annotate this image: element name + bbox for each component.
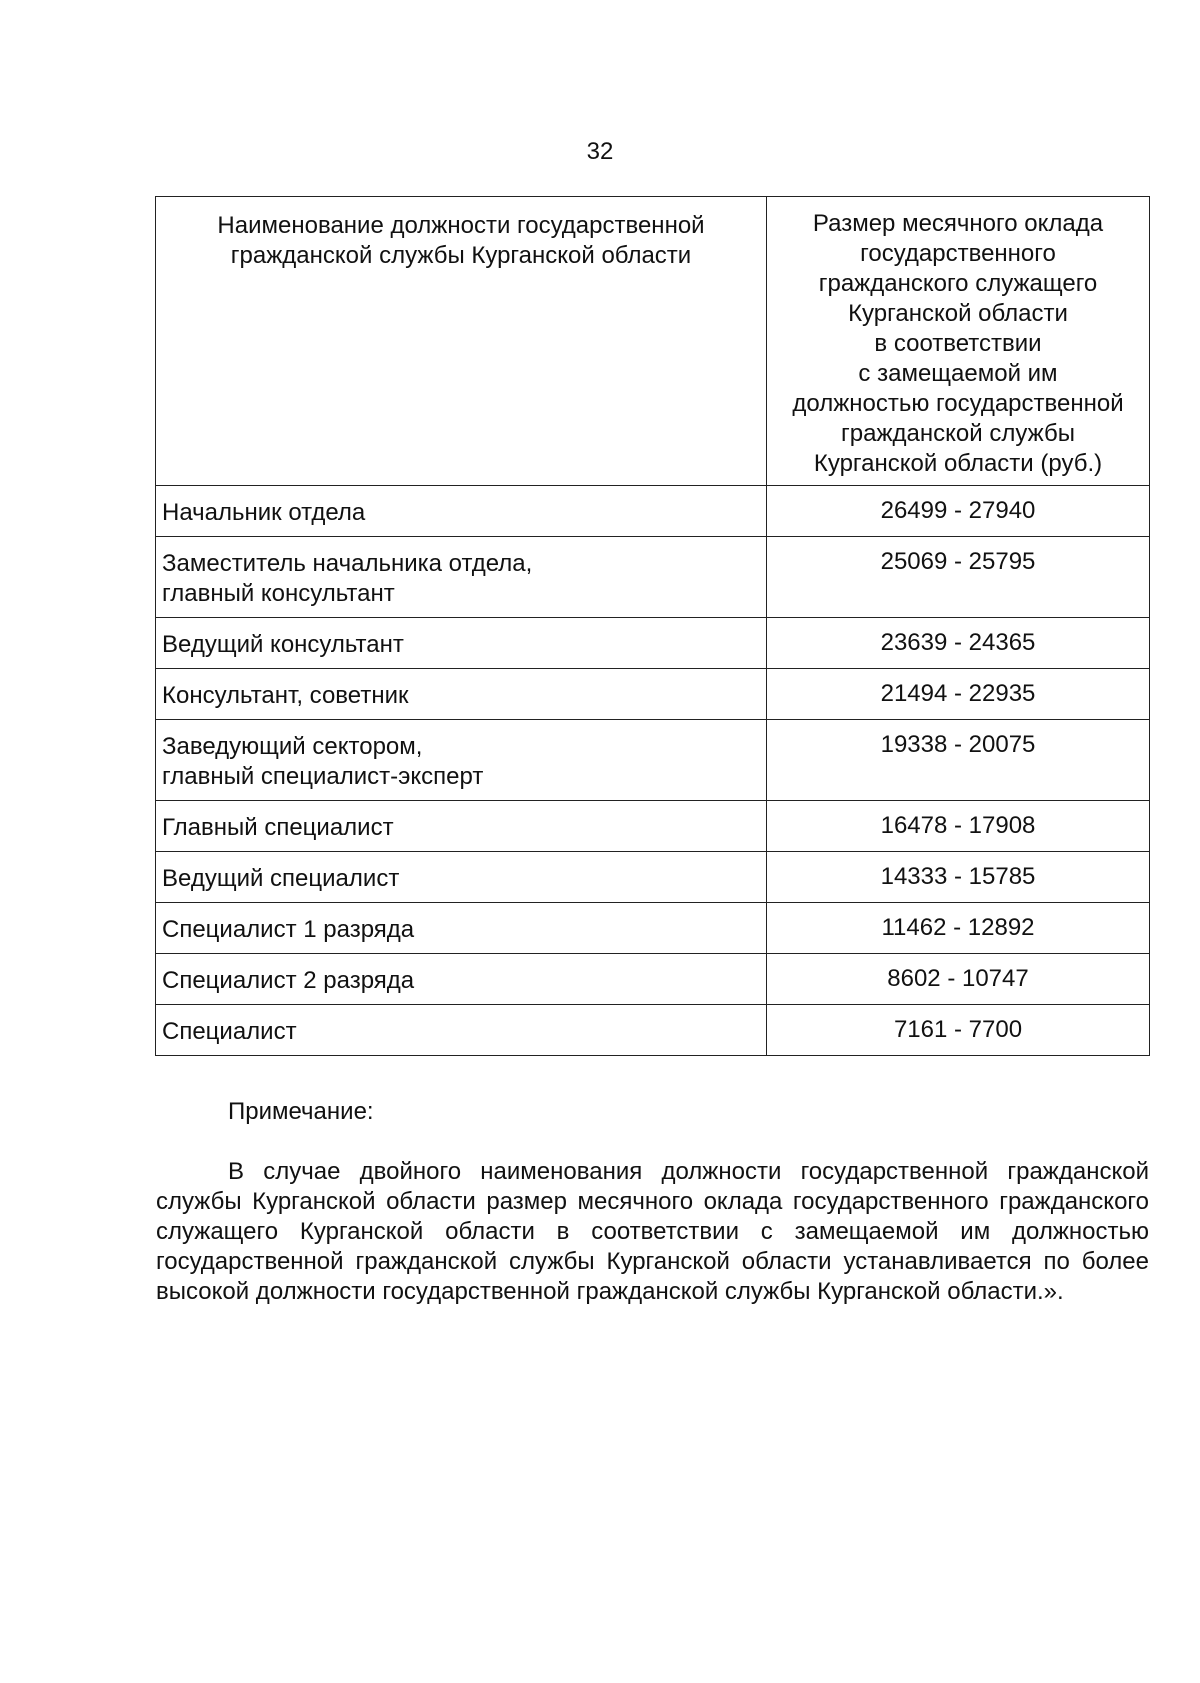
table-row [156, 903, 1150, 954]
salary-cell: 16478 - 17908 [767, 801, 1150, 852]
position-line: Главный специалист [162, 814, 394, 841]
header-salary-line: в соответствии [874, 330, 1042, 357]
note-label: Примечание: [228, 1098, 374, 1125]
page-number: 32 [586, 138, 614, 165]
table-row [156, 801, 1150, 852]
table-header-row [156, 197, 1150, 486]
header-salary-line: Размер месячного оклада [812, 210, 1104, 237]
position-cell [156, 852, 767, 903]
table-row [156, 486, 1150, 537]
position-line: Ведущий консультант [162, 631, 404, 658]
salary-cell: 25069 - 25795 [767, 537, 1150, 618]
position-line: главный консультант [162, 580, 395, 607]
position-line: Консультант, советник [162, 682, 409, 709]
salary-cell: 14333 - 15785 [767, 852, 1150, 903]
position-cell [156, 903, 767, 954]
position-cell [156, 801, 767, 852]
salary-cell: 11462 - 12892 [767, 903, 1150, 954]
header-salary-line: государственного [860, 240, 1056, 267]
header-position: Наименование должности государственной гражданской службы Курганской области [156, 197, 767, 486]
header-salary-line: Курганской области (руб.) [813, 450, 1103, 477]
position-cell [156, 669, 767, 720]
position-line: Ведущий специалист [162, 865, 400, 892]
position-line: Специалист 2 разряда [162, 967, 415, 994]
header-salary-line: с замещаемой им [858, 360, 1058, 387]
salary-table [155, 196, 1150, 1056]
header-salary-line: Курганской области [848, 300, 1068, 327]
position-line: Специалист 1 разряда [162, 916, 415, 943]
position-line: Специалист [162, 1018, 297, 1045]
table-row [156, 720, 1150, 801]
header-salary [767, 197, 1150, 486]
position-line: Заместитель начальника отдела, [162, 550, 533, 577]
table-row [156, 537, 1150, 618]
header-salary-line: гражданской службы [841, 420, 1075, 447]
position-line: главный специалист-эксперт [162, 763, 484, 790]
note-text: В случае двойного наименования должности государственной гражданской службы Курганской области размер месячного оклада государственного гражданского служащего Курганской области в соответствии с замещаемой им должностью государственной гражданской службы Курганской области устанавливается по более высокой должности государственной гражданской службы Курганской области.». [156, 1158, 1149, 1305]
position-cell [156, 1005, 767, 1056]
salary-cell: 7161 - 7700 [767, 1005, 1150, 1056]
table-row [156, 1005, 1150, 1056]
table-row [156, 669, 1150, 720]
table-row [156, 618, 1150, 669]
position-line: Заведующий сектором, [162, 733, 423, 760]
header-salary-line: должностью государственной [792, 390, 1124, 417]
position-cell [156, 618, 767, 669]
salary-cell: 19338 - 20075 [767, 720, 1150, 801]
salary-cell: 23639 - 24365 [767, 618, 1150, 669]
table-row [156, 954, 1150, 1005]
salary-cell: 8602 - 10747 [767, 954, 1150, 1005]
position-cell [156, 954, 767, 1005]
header-salary-line: гражданского служащего [818, 270, 1098, 297]
salary-cell: 26499 - 27940 [767, 486, 1150, 537]
salary-cell: 21494 - 22935 [767, 669, 1150, 720]
position-cell [156, 720, 767, 801]
position-cell [156, 537, 767, 618]
table-row [156, 852, 1150, 903]
position-cell [156, 486, 767, 537]
position-line: Начальник отдела [162, 499, 366, 526]
